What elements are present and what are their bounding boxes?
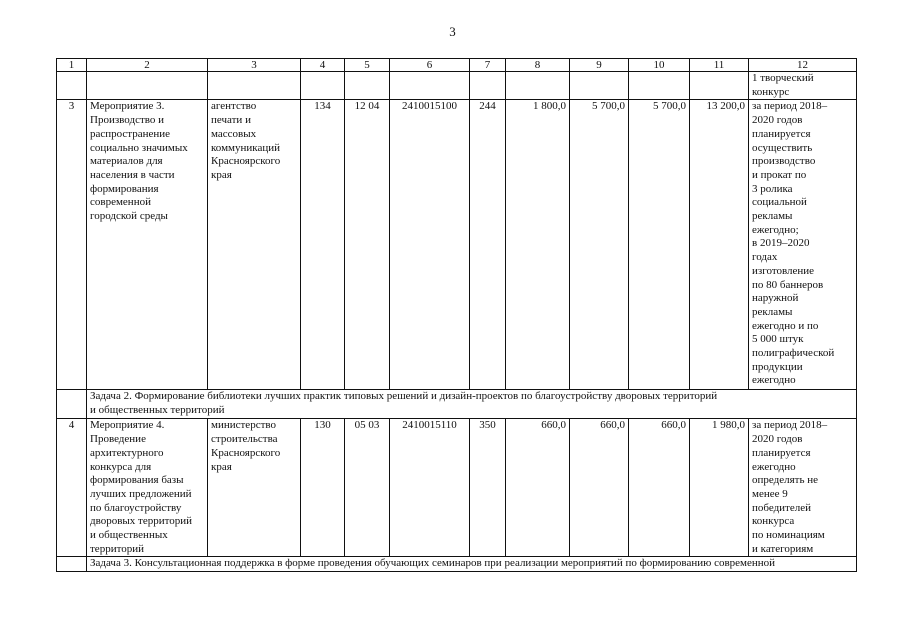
col-number: 1 (57, 59, 87, 72)
event-name: Мероприятие 3. Производство и распространение социально значимых материалов для населения в части формирования современной городской среды (87, 100, 208, 390)
table-row-event-3 (57, 100, 857, 390)
code-csr: 2410015110 (390, 419, 470, 557)
task-row (57, 390, 857, 419)
row-number: 4 (57, 419, 87, 557)
code-grbs: 130 (301, 419, 345, 557)
table-cell (87, 72, 208, 100)
result-cell: за период 2018– 2020 годов планируется ежегодно определять не менее 9 победителей конкурса по номинациям и категориям (749, 419, 857, 557)
col-number: 11 (690, 59, 749, 72)
result-cell: 1 творческий конкурс (749, 72, 857, 100)
continuation-row (57, 72, 857, 100)
col-number: 2 (87, 59, 208, 72)
amount-2019: 660,0 (570, 419, 629, 557)
amount-2018: 660,0 (506, 419, 570, 557)
code-csr: 2410015100 (390, 100, 470, 390)
task-row (57, 557, 857, 572)
row-number: 3 (57, 100, 87, 390)
event-name: Мероприятие 4. Проведение архитектурного конкурса для формирования базы лучших предложений по благоустройству дворовых территорий и общественных территорий (87, 419, 208, 557)
col-number: 9 (570, 59, 629, 72)
col-number: 4 (301, 59, 345, 72)
col-number: 3 (208, 59, 301, 72)
page-number: 3 (449, 24, 456, 39)
code-rzpr: 12 04 (345, 100, 390, 390)
amount-2018: 1 800,0 (506, 100, 570, 390)
column-number-row (57, 59, 857, 72)
table-cell (629, 72, 690, 100)
table-cell (301, 72, 345, 100)
col-number: 5 (345, 59, 390, 72)
amount-2019: 5 700,0 (570, 100, 629, 390)
table-cell (57, 390, 87, 419)
amount-total: 1 980,0 (690, 419, 749, 557)
result-cell: за период 2018– 2020 годов планируется осуществить производство и прокат по 3 ролика социальной рекламы ежегодно; в 2019–2020 годах изготовление по 80 баннеров наружной рекламы ежегодно и по 5 000 штук полиграфической продукции ежегодно (749, 100, 857, 390)
code-rzpr: 05 03 (345, 419, 390, 557)
code-grbs: 134 (301, 100, 345, 390)
table-cell (690, 72, 749, 100)
task-3-title: Задача 3. Консультационная поддержка в форме проведения обучающих семинаров при реализации мероприятий по формированию современной (87, 557, 857, 572)
executor: агентство печати и массовых коммуникаций Красноярского края (208, 100, 301, 390)
table-cell (57, 72, 87, 100)
executor: министерство строительства Красноярского края (208, 419, 301, 557)
col-number: 10 (629, 59, 690, 72)
program-table (56, 58, 857, 572)
col-number: 12 (749, 59, 857, 72)
amount-2020: 660,0 (629, 419, 690, 557)
table-cell (57, 557, 87, 572)
table-cell (208, 72, 301, 100)
col-number: 6 (390, 59, 470, 72)
amount-2020: 5 700,0 (629, 100, 690, 390)
col-number: 7 (470, 59, 506, 72)
table-row-event-4 (57, 419, 857, 557)
table-cell (506, 72, 570, 100)
amount-total: 13 200,0 (690, 100, 749, 390)
task-2-title: Задача 2. Формирование библиотеки лучших практик типовых решений и дизайн-проектов по благоустройству дворовых территорий и общественных территорий (87, 390, 857, 419)
table-cell (345, 72, 390, 100)
code-vr: 244 (470, 100, 506, 390)
table-cell (570, 72, 629, 100)
code-vr: 350 (470, 419, 506, 557)
col-number: 8 (506, 59, 570, 72)
table-cell (470, 72, 506, 100)
table-cell (390, 72, 470, 100)
